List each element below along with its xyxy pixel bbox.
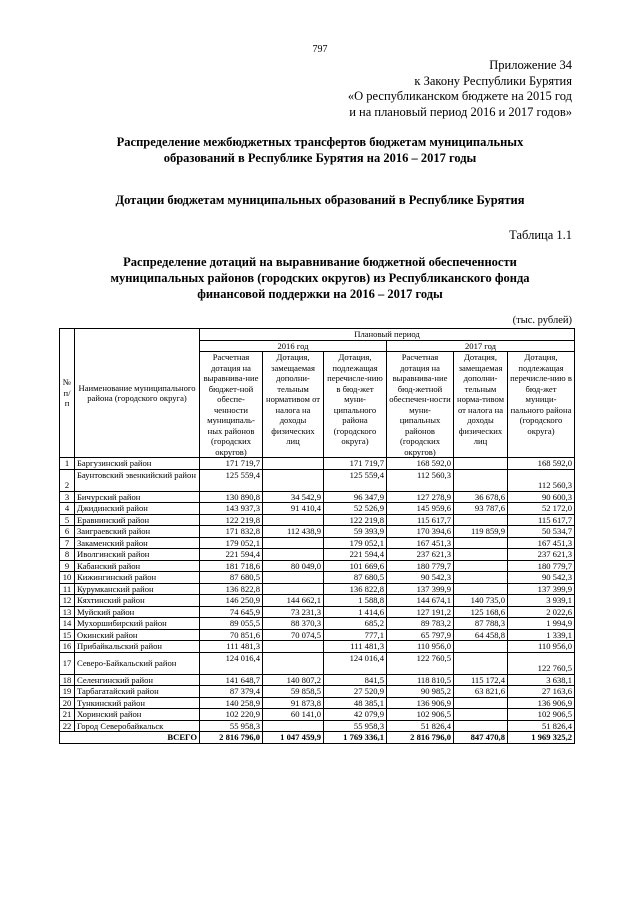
row-num: 21 <box>60 709 75 721</box>
subsidies-table <box>59 328 575 744</box>
row-calc-2017: 180 779,7 <box>387 560 454 572</box>
row-num: 1 <box>60 458 75 470</box>
table-row <box>60 652 575 674</box>
header-2017: 2017 год <box>387 340 575 352</box>
row-pay-2016: 55 958,3 <box>324 720 387 732</box>
table-row <box>60 560 575 572</box>
row-name: Кижингинский район <box>75 572 200 584</box>
row-calc-2017: 168 592,0 <box>387 458 454 470</box>
table-row <box>60 572 575 584</box>
row-calc-2016: 74 645,9 <box>200 606 263 618</box>
row-repl-2016: 91 873,8 <box>263 697 324 709</box>
row-name: Мухоршибирский район <box>75 618 200 630</box>
row-pay-2017: 52 172,0 <box>508 503 575 515</box>
table-title-line: муниципальных районов (городских округов) из Республиканского фонда <box>110 271 530 285</box>
row-repl-2016: 60 141,0 <box>263 709 324 721</box>
row-pay-2016: 42 079,9 <box>324 709 387 721</box>
table-row <box>60 526 575 538</box>
row-num: 20 <box>60 697 75 709</box>
total-pay-2017: 1 969 325,2 <box>508 732 575 744</box>
row-name: Кабанский район <box>75 560 200 572</box>
row-pay-2017: 3 939,1 <box>508 595 575 607</box>
row-num: 6 <box>60 526 75 538</box>
row-calc-2016: 141 648,7 <box>200 674 263 686</box>
row-calc-2016: 130 890,8 <box>200 491 263 503</box>
row-name: Хоринский район <box>75 709 200 721</box>
row-repl-2016: 70 074,5 <box>263 629 324 641</box>
row-pay-2017: 50 534,7 <box>508 526 575 538</box>
row-repl-2016 <box>263 514 324 526</box>
row-calc-2016: 87 680,5 <box>200 572 263 584</box>
row-num: 16 <box>60 641 75 653</box>
row-num: 3 <box>60 491 75 503</box>
row-repl-2016 <box>263 549 324 561</box>
row-repl-2017: 36 678,6 <box>454 491 508 503</box>
row-pay-2017: 180 779,7 <box>508 560 575 572</box>
row-name: Северо-Байкальский район <box>75 652 200 674</box>
row-calc-2016: 181 718,6 <box>200 560 263 572</box>
row-calc-2017: 90 985,2 <box>387 686 454 698</box>
row-calc-2017: 167 451,3 <box>387 537 454 549</box>
row-pay-2016: 171 719,7 <box>324 458 387 470</box>
row-repl-2016 <box>263 652 324 674</box>
total-label: ВСЕГО <box>60 732 200 744</box>
row-num: 8 <box>60 549 75 561</box>
header-2016: 2016 год <box>200 340 387 352</box>
row-calc-2016: 171 832,8 <box>200 526 263 538</box>
row-pay-2017: 2 022,6 <box>508 606 575 618</box>
total-pay-2016: 1 769 336,1 <box>324 732 387 744</box>
row-pay-2017: 90 542,3 <box>508 572 575 584</box>
row-repl-2016 <box>263 583 324 595</box>
row-name: Тарбагатайский район <box>75 686 200 698</box>
row-repl-2017 <box>454 652 508 674</box>
row-num: 18 <box>60 674 75 686</box>
row-calc-2016: 124 016,4 <box>200 652 263 674</box>
row-num: 4 <box>60 503 75 515</box>
table-label: Таблица 1.1 <box>509 228 572 242</box>
row-calc-2016: 89 055,5 <box>200 618 263 630</box>
row-calc-2017: 137 399,9 <box>387 583 454 595</box>
row-pay-2016: 1 588,8 <box>324 595 387 607</box>
table-title-line: финансовой поддержки на 2016 – 2017 годы <box>197 287 443 301</box>
row-calc-2017: 65 797,9 <box>387 629 454 641</box>
row-pay-2016: 841,5 <box>324 674 387 686</box>
table-row <box>60 469 575 491</box>
header-planned: Плановый период <box>200 329 575 341</box>
row-name: Баргузинский район <box>75 458 200 470</box>
appendix-line: «О республиканском бюджете на 2015 год <box>347 89 572 103</box>
table-row <box>60 458 575 470</box>
row-repl-2017: 87 788,3 <box>454 618 508 630</box>
row-num: 19 <box>60 686 75 698</box>
row-name: Иволгинский район <box>75 549 200 561</box>
row-name: Баунтовский эвенкийский район <box>75 469 200 491</box>
row-name: Тункинский район <box>75 697 200 709</box>
row-calc-2016: 122 219,8 <box>200 514 263 526</box>
row-num: 7 <box>60 537 75 549</box>
row-calc-2017: 237 621,3 <box>387 549 454 561</box>
header-pay-2016: Дотация, подлежащая перечисле-нию в бюд-жет муни-ципального района (городского округа) <box>324 352 387 458</box>
row-calc-2016: 221 594,4 <box>200 549 263 561</box>
row-pay-2017: 122 760,5 <box>508 652 575 674</box>
header-repl-2016: Дотация, замещаемая дополни-тельным нормативом от налога на доходы физических лиц <box>263 352 324 458</box>
row-num: 22 <box>60 720 75 732</box>
row-repl-2017 <box>454 709 508 721</box>
table-row <box>60 697 575 709</box>
table-row <box>60 606 575 618</box>
row-repl-2016: 80 049,0 <box>263 560 324 572</box>
table-row <box>60 720 575 732</box>
row-calc-2017: 127 278,9 <box>387 491 454 503</box>
row-pay-2017: 168 592,0 <box>508 458 575 470</box>
row-pay-2016: 111 481,3 <box>324 641 387 653</box>
page-number: 797 <box>312 44 328 55</box>
header-calc-2017: Расчетная дотация на выравнива-ние бюд-жетной обеспечен-ности муни-ципальных районов (городских округов) <box>387 352 454 458</box>
row-name: Окинский район <box>75 629 200 641</box>
row-calc-2016: 87 379,4 <box>200 686 263 698</box>
row-pay-2017: 237 621,3 <box>508 549 575 561</box>
row-name: Закаменский район <box>75 537 200 549</box>
row-repl-2017 <box>454 560 508 572</box>
row-repl-2017 <box>454 514 508 526</box>
row-num: 13 <box>60 606 75 618</box>
row-calc-2016: 125 559,4 <box>200 469 263 491</box>
main-title-line: образований в Республике Бурятия на 2016 – 2017 годы <box>163 151 477 165</box>
row-calc-2016: 111 481,3 <box>200 641 263 653</box>
row-num: 14 <box>60 618 75 630</box>
row-pay-2017: 167 451,3 <box>508 537 575 549</box>
row-pay-2017: 3 638,1 <box>508 674 575 686</box>
row-pay-2016: 101 669,6 <box>324 560 387 572</box>
header-repl-2017: Дотация, замещаемая дополни-тельным норма-тивом от налога на доходы физических лиц <box>454 352 508 458</box>
row-repl-2017 <box>454 572 508 584</box>
row-repl-2017 <box>454 537 508 549</box>
row-calc-2017: 112 560,3 <box>387 469 454 491</box>
row-name: Селенгинский район <box>75 674 200 686</box>
row-repl-2016: 34 542,9 <box>263 491 324 503</box>
row-calc-2016: 143 937,3 <box>200 503 263 515</box>
table-row <box>60 537 575 549</box>
row-pay-2016: 96 347,9 <box>324 491 387 503</box>
row-pay-2016: 27 520,9 <box>324 686 387 698</box>
table-row <box>60 549 575 561</box>
row-pay-2017: 1 339,1 <box>508 629 575 641</box>
row-name: Курумканский район <box>75 583 200 595</box>
row-repl-2017: 125 168,6 <box>454 606 508 618</box>
row-pay-2016: 124 016,4 <box>324 652 387 674</box>
row-pay-2017: 1 994,9 <box>508 618 575 630</box>
row-repl-2017: 115 172,4 <box>454 674 508 686</box>
row-name: Город Северобайкальск <box>75 720 200 732</box>
row-calc-2017: 118 810,5 <box>387 674 454 686</box>
row-pay-2017: 90 600,3 <box>508 491 575 503</box>
row-calc-2017: 110 956,0 <box>387 641 454 653</box>
table-row <box>60 503 575 515</box>
row-repl-2017 <box>454 469 508 491</box>
table-row <box>60 641 575 653</box>
row-name: Еравнинский район <box>75 514 200 526</box>
row-repl-2016: 91 410,4 <box>263 503 324 515</box>
row-repl-2017: 119 859,9 <box>454 526 508 538</box>
row-calc-2017: 51 826,4 <box>387 720 454 732</box>
row-repl-2017 <box>454 549 508 561</box>
row-repl-2016 <box>263 572 324 584</box>
main-title <box>60 134 580 166</box>
row-calc-2016: 136 822,8 <box>200 583 263 595</box>
total-repl-2017: 847 470,8 <box>454 732 508 744</box>
row-repl-2016 <box>263 641 324 653</box>
row-calc-2017: 89 783,2 <box>387 618 454 630</box>
row-num: 10 <box>60 572 75 584</box>
row-repl-2017 <box>454 720 508 732</box>
row-name: Кяхтинский район <box>75 595 200 607</box>
row-calc-2016: 171 719,7 <box>200 458 263 470</box>
row-pay-2016: 221 594,4 <box>324 549 387 561</box>
table-row <box>60 674 575 686</box>
row-repl-2017 <box>454 697 508 709</box>
units-note: (тыс. рублей) <box>512 315 572 326</box>
row-calc-2016: 102 220,9 <box>200 709 263 721</box>
row-calc-2016: 55 958,3 <box>200 720 263 732</box>
header-num: № п/п <box>60 329 75 458</box>
table-title <box>60 254 580 302</box>
row-name: Прибайкальский район <box>75 641 200 653</box>
table-row <box>60 686 575 698</box>
row-pay-2016: 685,2 <box>324 618 387 630</box>
row-repl-2017 <box>454 458 508 470</box>
appendix-header <box>348 58 572 120</box>
row-repl-2017: 64 458,8 <box>454 629 508 641</box>
section-title: Дотации бюджетам муниципальных образований в Республике Бурятия <box>115 193 525 207</box>
row-pay-2016: 179 052,1 <box>324 537 387 549</box>
row-pay-2016: 48 385,1 <box>324 697 387 709</box>
row-num: 17 <box>60 652 75 674</box>
row-repl-2016: 140 807,2 <box>263 674 324 686</box>
total-calc-2017: 2 816 796,0 <box>387 732 454 744</box>
row-calc-2016: 70 851,6 <box>200 629 263 641</box>
table-row <box>60 595 575 607</box>
row-repl-2017 <box>454 583 508 595</box>
row-pay-2016: 59 393,9 <box>324 526 387 538</box>
row-calc-2017: 102 906,5 <box>387 709 454 721</box>
row-pay-2017: 136 906,9 <box>508 697 575 709</box>
row-num: 5 <box>60 514 75 526</box>
total-calc-2016: 2 816 796,0 <box>200 732 263 744</box>
row-num: 9 <box>60 560 75 572</box>
row-repl-2016: 59 858,5 <box>263 686 324 698</box>
appendix-line: к Закону Республики Бурятия <box>414 73 572 88</box>
row-repl-2016 <box>263 469 324 491</box>
row-calc-2017: 145 959,6 <box>387 503 454 515</box>
row-calc-2017: 127 191,2 <box>387 606 454 618</box>
row-repl-2016: 144 662,1 <box>263 595 324 607</box>
row-calc-2017: 170 394,6 <box>387 526 454 538</box>
row-repl-2016: 73 231,3 <box>263 606 324 618</box>
row-calc-2017: 144 674,1 <box>387 595 454 607</box>
row-pay-2017: 27 163,6 <box>508 686 575 698</box>
table-title-line: Распределение дотаций на выравнивание бюджетной обеспеченности <box>123 255 517 269</box>
row-num: 15 <box>60 629 75 641</box>
table-row <box>60 629 575 641</box>
table-row <box>60 709 575 721</box>
total-repl-2016: 1 047 459,9 <box>263 732 324 744</box>
row-pay-2016: 125 559,4 <box>324 469 387 491</box>
row-pay-2016: 1 414,6 <box>324 606 387 618</box>
row-calc-2017: 136 906,9 <box>387 697 454 709</box>
row-pay-2017: 115 617,7 <box>508 514 575 526</box>
row-pay-2016: 52 526,9 <box>324 503 387 515</box>
row-name: Бичурский район <box>75 491 200 503</box>
row-name: Заиграевский район <box>75 526 200 538</box>
row-pay-2017: 51 826,4 <box>508 720 575 732</box>
row-calc-2017: 115 617,7 <box>387 514 454 526</box>
row-pay-2017: 110 956,0 <box>508 641 575 653</box>
row-pay-2017: 112 560,3 <box>508 469 575 491</box>
row-name: Муйский район <box>75 606 200 618</box>
header-pay-2017: Дотация, подлежащая перечисле-нию в бюд-жет муници-пального района (городского округа) <box>508 352 575 458</box>
row-repl-2017 <box>454 641 508 653</box>
table-row <box>60 618 575 630</box>
row-pay-2017: 102 906,5 <box>508 709 575 721</box>
table-row <box>60 491 575 503</box>
row-repl-2016: 112 438,9 <box>263 526 324 538</box>
row-pay-2016: 87 680,5 <box>324 572 387 584</box>
row-repl-2016 <box>263 537 324 549</box>
row-calc-2016: 179 052,1 <box>200 537 263 549</box>
row-repl-2016 <box>263 458 324 470</box>
main-title-line: Распределение межбюджетных трансфертов бюджетам муниципальных <box>116 135 524 149</box>
row-num: 11 <box>60 583 75 595</box>
row-pay-2017: 137 399,9 <box>508 583 575 595</box>
row-repl-2017: 140 735,0 <box>454 595 508 607</box>
header-calc-2016: Расчетная дотация на выравнива-ние бюджет-ной обеспе-ченности муниципаль-ных районов (городских округов) <box>200 352 263 458</box>
row-repl-2016: 88 370,3 <box>263 618 324 630</box>
row-calc-2017: 122 760,5 <box>387 652 454 674</box>
row-num: 12 <box>60 595 75 607</box>
header-name: Наименование муниципального района (городского округа) <box>75 329 200 458</box>
appendix-line: Приложение 34 <box>489 58 572 72</box>
row-pay-2016: 136 822,8 <box>324 583 387 595</box>
table-row <box>60 583 575 595</box>
row-repl-2016 <box>263 720 324 732</box>
row-calc-2016: 146 250,9 <box>200 595 263 607</box>
row-calc-2016: 140 258,9 <box>200 697 263 709</box>
table-row <box>60 514 575 526</box>
row-repl-2017: 93 787,6 <box>454 503 508 515</box>
row-name: Джидинский район <box>75 503 200 515</box>
appendix-line: и на плановый период 2016 и 2017 годов» <box>349 104 572 119</box>
row-pay-2016: 122 219,8 <box>324 514 387 526</box>
row-num: 2 <box>60 469 75 491</box>
total-row <box>60 732 575 744</box>
row-calc-2017: 90 542,3 <box>387 572 454 584</box>
row-repl-2017: 63 821,6 <box>454 686 508 698</box>
row-pay-2016: 777,1 <box>324 629 387 641</box>
